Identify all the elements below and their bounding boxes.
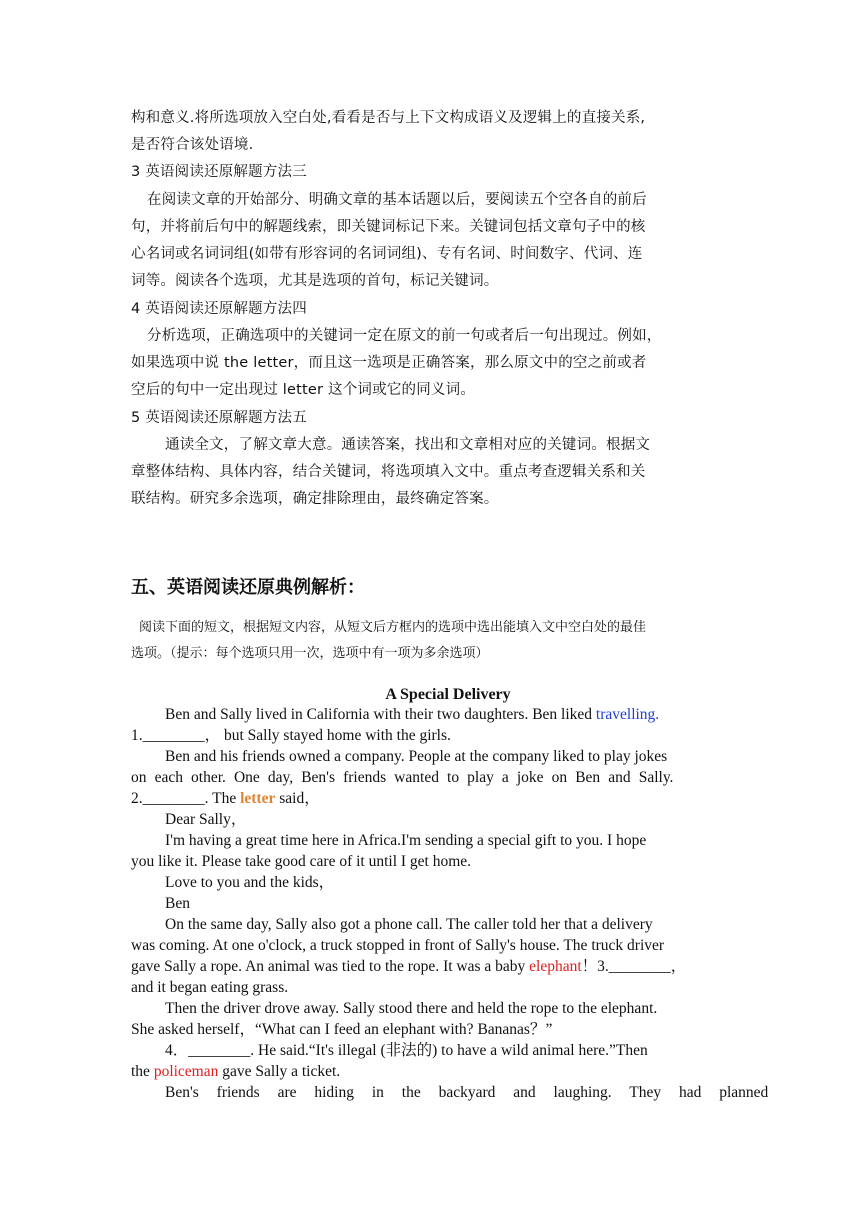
story-line: Ben and his friends owned a company. People at the company liked to play jokes xyxy=(165,748,668,765)
letter-greeting: Dear Sally， xyxy=(165,811,247,828)
letter-signature: Ben xyxy=(165,895,190,912)
story-line: She asked herself，“What can I feed an elephant with? Bananas？” xyxy=(131,1021,553,1038)
method-text-line: 是否符合该处语境. xyxy=(131,137,254,153)
method-5-text: 通读全文，了解文章大意。通读答案，找出和文章相对应的关键词。根据文 xyxy=(165,437,651,453)
story-line xyxy=(131,788,731,809)
method-3-text: 句，并将前后句中的解题线索，即关键词标记下来。关键词包括文章句子中的核 xyxy=(131,219,646,235)
story-text: said， xyxy=(275,790,320,807)
method-4-text: 空后的句中一定出现过 letter 这个词或它的同义词。 xyxy=(131,382,476,398)
story-line: on each other. One day, Ben's friends wanted to play a joke on Ben and Sally. xyxy=(131,769,674,786)
method-3-title: 3 英语阅读还原解题方法三 xyxy=(131,164,307,180)
letter-closing: Love to you and the kids， xyxy=(165,874,335,891)
story-line xyxy=(131,704,731,725)
story-line: Then the driver drove away. Sally stood there and held the rope to the elephant. xyxy=(165,1000,658,1017)
method-5-title: 5 英语阅读还原解题方法五 xyxy=(131,410,307,426)
instruction-text: 选项。（提示：每个选项只用一次，选项中有一项为多余选项） xyxy=(131,646,489,661)
letter-body: I'm having a great time here in Africa.I'm sending a special gift to you. I hope xyxy=(165,832,647,849)
method-text-line: 构和意义.将所选项放入空白处,看看是否与上下文构成语义及逻辑上的直接关系, xyxy=(131,110,646,126)
story-line: and it began eating grass. xyxy=(131,979,289,996)
keyword-travelling: travelling. xyxy=(595,706,660,723)
method-5-text: 章整体结构、具体内容，结合关键词，将选项填入文中。重点考查逻辑关系和关 xyxy=(131,464,646,480)
letter-body: you like it. Please take good care of it until I get home. xyxy=(131,853,472,870)
method-4-text: 分析选项，正确选项中的关键词一定在原文的前一句或者后一句出现过。例如， xyxy=(147,328,662,344)
story-line: 4．________. He said.“It's illegal (非法的) to have a wild animal here.”Then xyxy=(165,1042,648,1059)
keyword-letter: letter xyxy=(240,790,276,807)
story-line xyxy=(131,956,731,977)
story-text: gave Sally a ticket. xyxy=(218,1063,341,1080)
method-4-title: 4 英语阅读还原解题方法四 xyxy=(131,301,307,317)
instruction-text: 阅读下面的短文，根据短文内容，从短文后方框内的选项中选出能填入文中空白处的最佳 xyxy=(139,620,647,635)
method-3-text: 心名词或名词词组(如带有形容词的名词词组)、专有名词、时间数字、代词、连 xyxy=(131,246,643,262)
story-title: A Special Delivery xyxy=(385,686,511,703)
story-line xyxy=(131,1061,731,1082)
method-3-text: 词等。阅读各个选项，尤其是选项的首句，标记关键词。 xyxy=(131,273,499,289)
story-text: the xyxy=(131,1063,154,1080)
method-4-text: 如果选项中说 the letter，而且这一选项是正确答案，那么原文中的空之前或者 xyxy=(131,355,647,371)
story-text: ！3.________， xyxy=(581,958,687,975)
story-line: 1.________， but Sally stayed home with the girls. xyxy=(131,727,451,744)
story-text: Ben and Sally lived in California with their two daughters. Ben liked xyxy=(165,706,593,723)
story-line: On the same day, Sally also got a phone call. The caller told her that a delivery xyxy=(165,916,653,933)
keyword-policeman: policeman xyxy=(153,1063,219,1080)
method-3-text: 在阅读文章的开始部分、明确文章的基本话题以后，要阅读五个空各自的前后 xyxy=(147,192,647,208)
story-line: Ben's friends are hiding in the backyard and laughing. They had planned xyxy=(165,1084,769,1101)
method-5-text: 联结构。研究多余选项，确定排除理由，最终确定答案。 xyxy=(131,491,499,507)
story-text: 2.________. The xyxy=(131,790,241,807)
keyword-elephant: elephant xyxy=(529,958,582,975)
section-heading: 五、英语阅读还原典例解析： xyxy=(131,577,365,598)
story-line: was coming. At one o'clock, a truck stopped in front of Sally's house. The truck driver xyxy=(131,937,665,954)
story-text: gave Sally a rope. An animal was tied to the rope. It was a baby xyxy=(131,958,530,975)
